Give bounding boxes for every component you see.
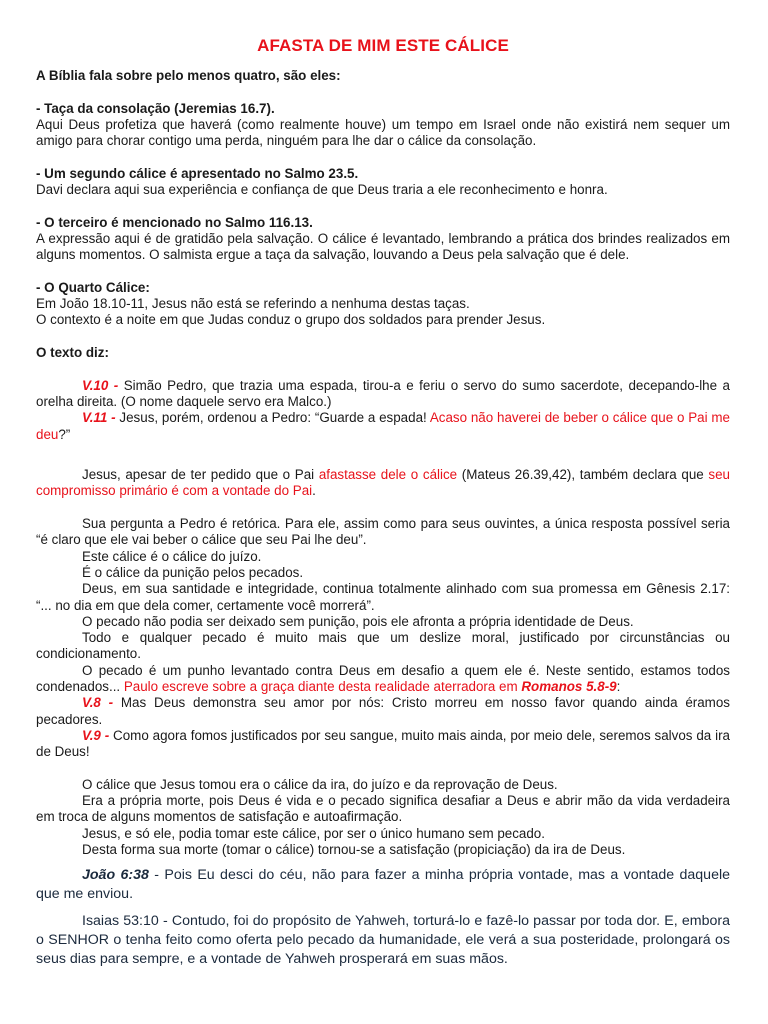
- verse-8-ref: V.8 -: [82, 695, 114, 711]
- paragraph-jesus: [36, 467, 730, 500]
- section-4-heading: - O Quarto Cálice:: [36, 279, 150, 295]
- paragraph-jesus-c: .: [312, 483, 316, 499]
- verse-10-ref: V.10 -: [82, 377, 119, 393]
- paragraph-jesus-highlight-1: afastasse dele o cálice: [318, 467, 458, 483]
- paragraph-punho-c: :: [616, 678, 621, 694]
- romanos-ref: Romanos 5.8-9: [521, 678, 617, 694]
- document-title: AFASTA DE MIM ESTE CÁLICE: [257, 36, 509, 55]
- line-calice-punicao: É o cálice da punição pelos pecados.: [82, 564, 304, 580]
- paragraph-todo-pecado: Todo e qualquer pecado é muito mais que um deslize moral, justificado por circunstâncias ou condicionamento.: [36, 630, 730, 662]
- line-calice-ira: O cálice que Jesus tomou era o cálice da ira, do juízo e da reprovação de Deus.: [82, 776, 558, 792]
- verse-9-text: Como agora fomos justificados por seu sangue, muito mais ainda, por meio dele, seremos salvos da ira de Deus!: [36, 727, 730, 760]
- verse-9: [36, 728, 730, 761]
- section-2-heading: - Um segundo cálice é apresentado no Salmo 23.5.: [36, 165, 359, 181]
- paragraph-propria-morte: Era a própria morte, pois Deus é vida e o pecado significa desafiar a Deus e abrir mão da vida verdadeira em troca de alguns momentos de satisfação e autoafirmação.: [36, 793, 730, 825]
- line-calice-juizo: Este cálice é o cálice do juízo.: [82, 548, 262, 564]
- section-1-heading: - Taça da consolação (Jeremias 16.7).: [36, 100, 275, 116]
- paragraph-jesus-a: Jesus, apesar de ter pedido que o Pai: [82, 467, 319, 483]
- paragraph-jesus-b: (Mateus 26.39,42), também declara que: [457, 467, 709, 483]
- isaias-quote: Isaias 53:10 - Contudo, foi do propósito de Yahweh, torturá-lo e fazê-lo passar por toda dor. E, embora o SENHOR o tenha feito como oferta pelo pecado da humanidade, ele verá a sua posteridade, prolongará os seus dias para sempre, e a vontade de Yahweh prosperará em suas mãos.: [36, 913, 730, 968]
- line-pecado-punicao: O pecado não podia ser deixado sem punição, pois ele afronta a própria identidade de Deus.: [82, 613, 634, 629]
- line-satisfacao: Desta forma sua morte (tomar o cálice) tornou-se a satisfação (propiciação) da ira de Deus.: [82, 841, 626, 857]
- texto-diz-heading: O texto diz:: [36, 345, 109, 361]
- section-4-line-1: Em João 18.10-11, Jesus não está se referindo a nenhuma destas taças.: [36, 296, 470, 312]
- joao-quote: [36, 866, 730, 904]
- verse-11-text-a: Jesus, porém, ordenou a Pedro: “Guarde a espada!: [115, 410, 430, 426]
- verse-11-ref: V.11 -: [82, 410, 116, 426]
- paragraph-jesus-highlight-2: seu compromisso primário é com a vontade do Pai: [36, 467, 730, 499]
- section-1-text: Aqui Deus profetiza que haverá (como realmente houve) um tempo em Israel onde não existirá nem sequer um amigo para chorar contigo uma perda, ninguém para lhe dar o cálice da consolação.: [36, 116, 730, 149]
- verse-8-text: Mas Deus demonstra seu amor por nós: Cristo morreu em nosso favor quando ainda éramos pecadores.: [36, 695, 730, 727]
- intro-heading: A Bíblia fala sobre pelo menos quatro, são eles:: [36, 68, 341, 83]
- paragraph-punho-highlight: Paulo escreve sobre a graça diante desta realidade aterradora em: [123, 678, 522, 694]
- paragraph-punho-a: O pecado é um punho levantado contra Deus em desafio a quem ele é. Neste sentido, estamos todos condenados...: [36, 662, 730, 694]
- line-unico-humano: Jesus, e só ele, podia tomar este cálice, por ser o único humano sem pecado.: [82, 825, 545, 841]
- section-3-heading: - O terceiro é mencionado no Salmo 116.13.: [36, 214, 313, 230]
- verse-11-text-b: ?”: [58, 426, 71, 442]
- joao-ref: João 6:38: [82, 867, 149, 884]
- section-3-text: A expressão aqui é de gratidão pela salvação. O cálice é levantado, lembrando a prática dos brindes realizados em alguns momentos. O salmista ergue a taça da salvação, louvando a Deus pela salvação que é dele.: [36, 230, 730, 263]
- verse-8: [36, 695, 730, 728]
- joao-text: - Pois Eu desci do céu, não para fazer a minha própria vontade, mas a vontade daquele que me enviou.: [36, 867, 731, 903]
- paragraph-punho: [36, 663, 730, 696]
- verse-11-highlight: Acaso não haverei de beber o cálice que o Pai me deu: [36, 410, 730, 442]
- verse-11: [36, 410, 730, 443]
- section-4-line-2: O contexto é a noite em que Judas conduz o grupo dos soldados para prender Jesus.: [36, 312, 546, 328]
- verse-10: [36, 378, 730, 411]
- verse-9-ref: V.9 -: [82, 727, 110, 743]
- verse-10-text: Simão Pedro, que trazia uma espada, tirou-a e feriu o servo do sumo sacerdote, decepando-lhe a orelha direita. (O nome daquele servo era Malco.): [36, 377, 731, 409]
- section-2-text: Davi declara aqui sua experiência e confiança de que Deus traria a ele reconhecimento e honra.: [36, 182, 608, 198]
- paragraph-santidade: Deus, em sua santidade e integridade, continua totalmente alinhado com sua promessa em Gênesis 2.17: “... no dia em que dela comer, certamente você morrerá”.: [36, 581, 730, 613]
- document-page: [36, 34, 730, 969]
- paragraph-retorica: Sua pergunta a Pedro é retórica. Para ele, assim como para seus ouvintes, a única resposta possível seria “é claro que ele vai beber o cálice que seu Pai lhe deu”.: [36, 516, 730, 548]
